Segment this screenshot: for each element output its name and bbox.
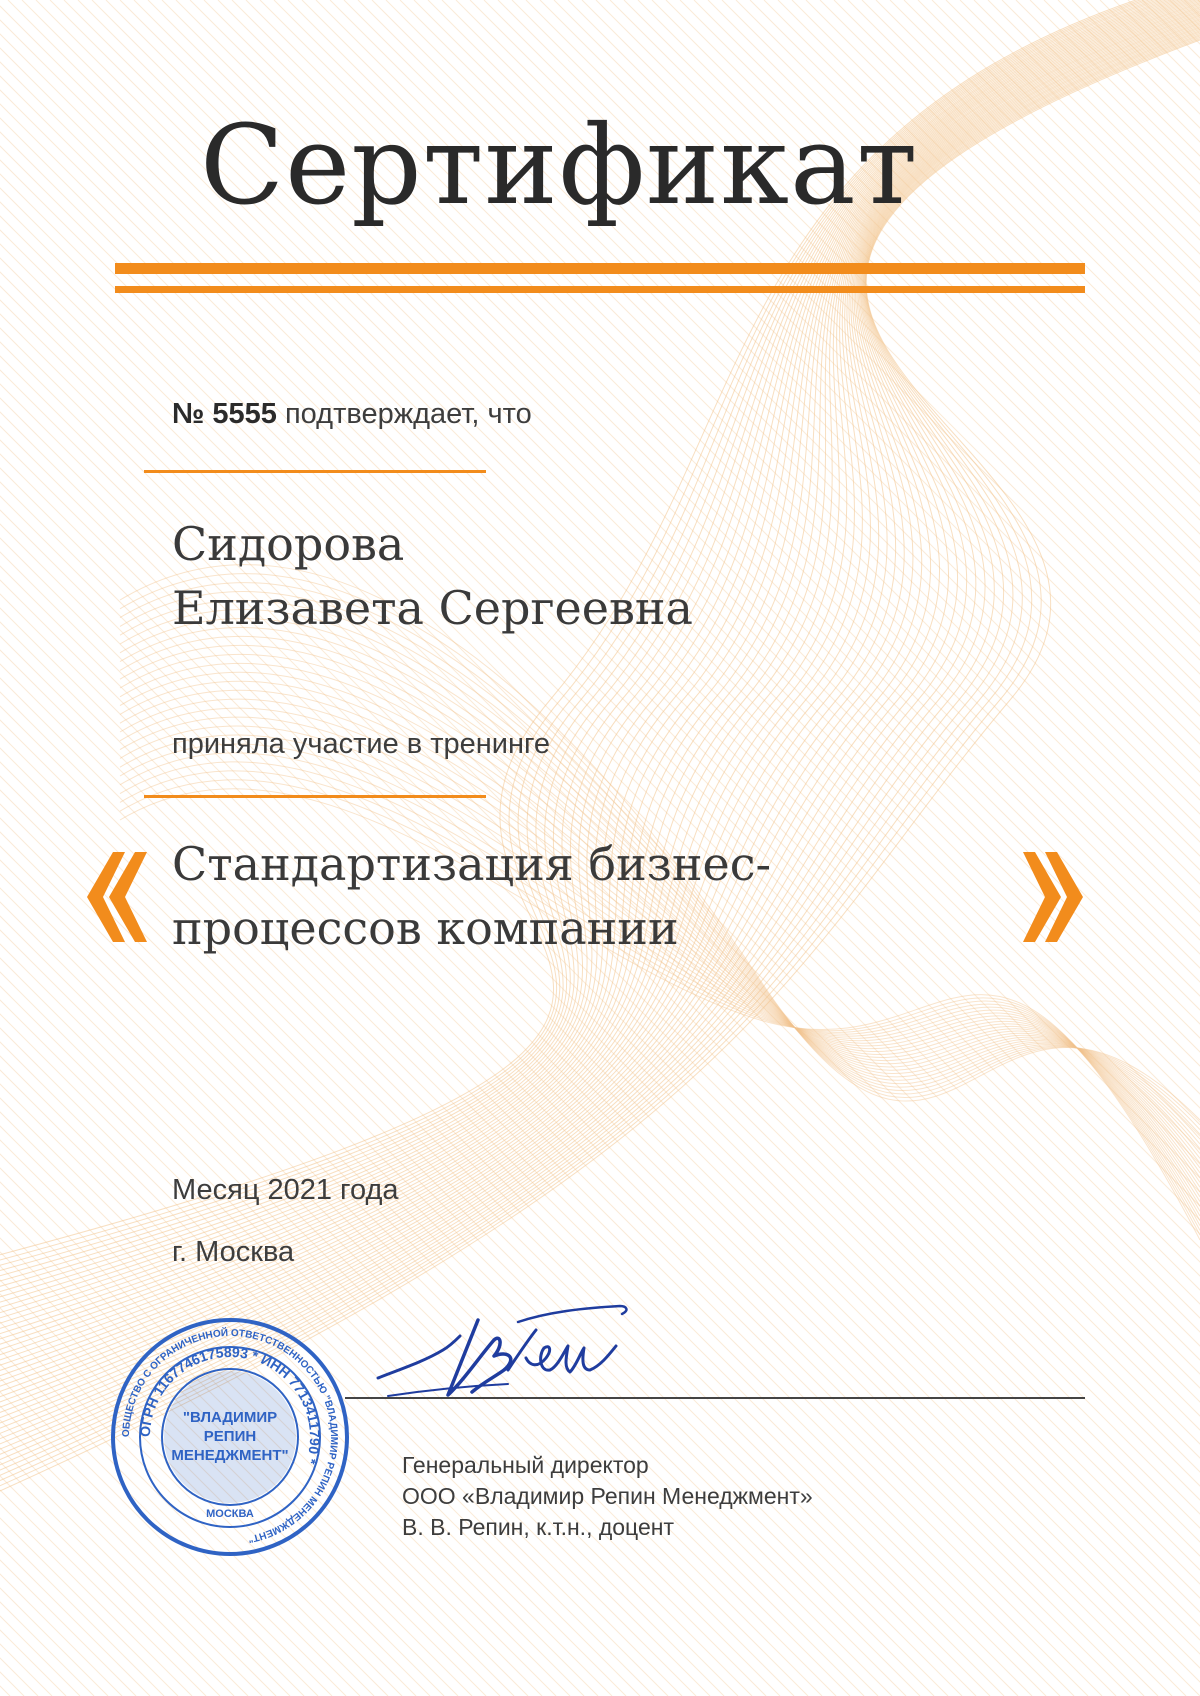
divider-after-participation <box>144 795 486 798</box>
recipient-last-name: Сидорова <box>172 517 405 571</box>
course-title <box>172 832 771 960</box>
issue-city: г. Москва <box>172 1236 295 1268</box>
divider-after-number <box>144 470 486 473</box>
certificate-number-line <box>172 394 532 434</box>
recipient-first-middle-name: Елизавета Сергеевна <box>172 581 693 635</box>
stamp-inner-ring-text: ОГРН 1167746175893 * ИНН 7713411790 * <box>136 1343 324 1467</box>
signatory-name: В. В. Репин, к.т.н., доцент <box>402 1514 675 1540</box>
signatory-block <box>402 1450 813 1543</box>
stamp-center-line1: "ВЛАДИМИР <box>182 1409 278 1426</box>
participation-text: приняла участие в тренинге <box>172 728 551 760</box>
certificate-number: № 5555 <box>172 398 277 430</box>
certificate-title: Сертификат <box>200 101 919 229</box>
stamp-city: МОСКВА <box>206 1508 254 1520</box>
course-title-line2: процессов компании <box>172 901 679 955</box>
stamp-center-line3: МЕНЕДЖМЕНТ" <box>171 1447 289 1464</box>
handwritten-signature <box>368 1300 638 1420</box>
signatory-organization: ООО «Владимир Репин Менеджмент» <box>402 1483 813 1509</box>
confirms-text: подтверждает, что <box>284 398 532 430</box>
stamp-outer-ring-text: ОБЩЕСТВО С ОГРАНИЧЕННОЙ ОТВЕТСТВЕННОСТЬЮ "ВЛАДИМИР РЕПИН МЕНЕДЖМЕНТ" <box>120 1327 340 1545</box>
signatory-position: Генеральный директор <box>402 1452 649 1478</box>
title-underline-thick <box>115 263 1085 274</box>
stamp-center-line2: РЕПИН <box>203 1428 257 1445</box>
course-title-line1: Стандартизация бизнес- <box>172 837 772 891</box>
double-chevron-right-icon <box>1023 852 1085 942</box>
title-underline-thin <box>115 286 1085 293</box>
recipient-name <box>172 512 693 640</box>
issue-date: Месяц 2021 года <box>172 1174 399 1206</box>
company-stamp <box>110 1317 350 1557</box>
double-chevron-left-icon <box>85 852 147 942</box>
